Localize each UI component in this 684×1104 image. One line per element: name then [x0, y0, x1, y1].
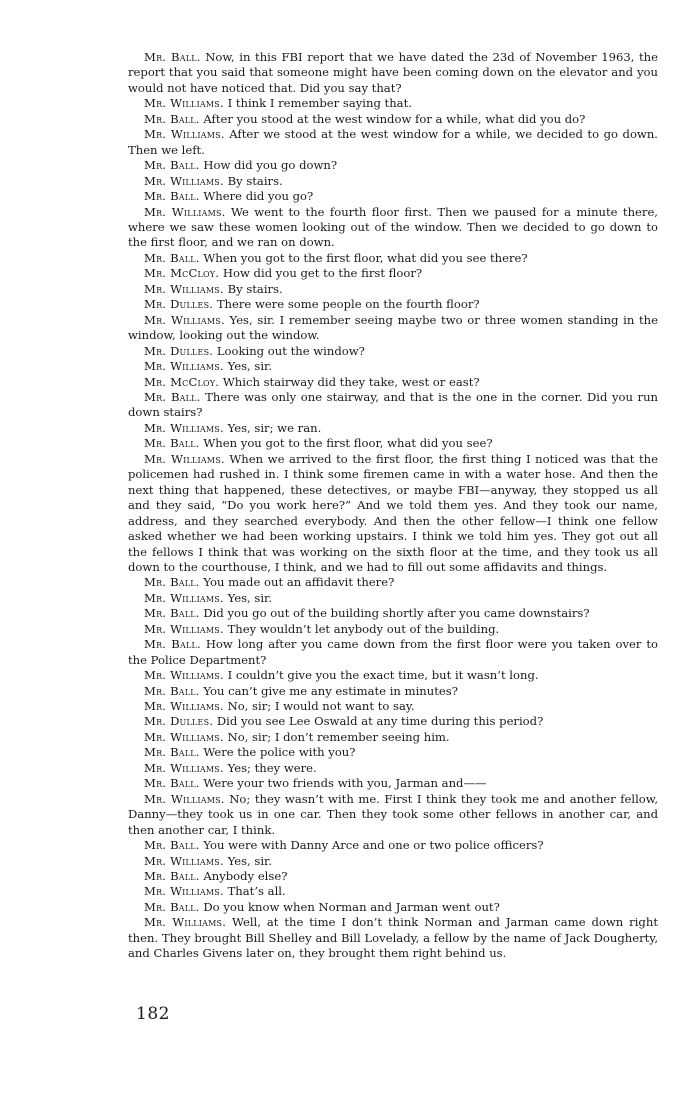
speech-text: After you stood at the west window for a while, what did you do?: [203, 111, 586, 126]
speaker-name: Mr. Ball.: [144, 869, 200, 884]
speech-text: I think I remember saying that.: [227, 96, 412, 111]
testimony-paragraph: [128, 606, 658, 621]
testimony-paragraph: [128, 792, 658, 838]
speaker-name: Mr. Ball.: [144, 158, 200, 173]
speech-text: Were your two friends with you, Jarman and——: [203, 776, 487, 791]
speech-text: Yes, sir. I remember seeing maybe two or three women standing in the window, looking out the window.: [128, 312, 658, 343]
speech-text: I couldn’t give you the exact time, but it wasn’t long.: [227, 668, 539, 683]
testimony-paragraph: [128, 174, 658, 189]
speaker-name: Mr. Williams.: [144, 760, 224, 775]
speaker-name: Mr. Williams.: [144, 791, 225, 806]
testimony-paragraph: [128, 637, 658, 668]
speaker-name: Mr. Ball.: [144, 683, 200, 698]
testimony-paragraph: [128, 158, 658, 173]
speaker-name: Mr. Ball.: [144, 575, 200, 590]
speaker-name: Mr. Ball.: [144, 50, 201, 64]
testimony-paragraph: [128, 205, 658, 251]
speech-text: Yes, sir; we ran.: [227, 420, 322, 435]
speech-text: We went to the fourth floor first. Then we paused for a minute there, where we saw these women looking out of the window. Then we decided to go down to the first floor, and we ran on down.: [128, 204, 658, 250]
testimony-paragraph: [128, 313, 658, 344]
speech-text: Were the police with you?: [203, 745, 356, 760]
testimony-paragraph: [128, 297, 658, 312]
speech-text: When you got to the first floor, what did you see?: [203, 436, 493, 451]
testimony-paragraph: [128, 668, 658, 683]
testimony-paragraph: [128, 96, 658, 111]
speaker-name: Mr. Dulles.: [144, 297, 214, 312]
testimony-paragraph: [128, 436, 658, 451]
testimony-paragraph: [128, 776, 658, 791]
testimony-paragraph: [128, 127, 658, 158]
speech-text: Yes; they were.: [227, 760, 317, 775]
speech-text: How did you get to the first floor?: [222, 266, 423, 281]
speaker-name: Mr. Williams.: [144, 729, 224, 744]
speech-text: That’s all.: [227, 884, 286, 899]
testimony-paragraph: [128, 266, 658, 281]
speech-text: By stairs.: [227, 281, 283, 296]
speech-text: No; they wasn’t with me. First I think they took me and another fellow, Danny—they took us in one car. Then they took some other fellows in another car, and then another car, I think.: [128, 791, 659, 837]
testimony-paragraph: [128, 745, 658, 760]
speech-text: How did you go down?: [203, 158, 338, 173]
testimony-paragraph: [128, 699, 658, 714]
speech-text: There were some people on the fourth floor?: [216, 297, 480, 312]
speech-text: You can’t give me any estimate in minutes?: [203, 683, 458, 698]
speaker-name: Mr. Dulles.: [144, 343, 214, 358]
speaker-name: Mr. Ball.: [144, 436, 200, 451]
testimony-paragraph: [128, 50, 658, 96]
speech-text: There was only one stairway, and that is the one in the corner. Did you run down stairs?: [128, 389, 658, 420]
testimony-paragraph: [128, 761, 658, 776]
speech-text: When you got to the first floor, what did you see there?: [203, 250, 528, 265]
speech-text: Well, at the time I don’t think Norman and Jarman came down right then. They brought Bill Shelley and Bill Lovelady, a fellow by the name of Jack Dougherty, and Charles Givens later on, they brought them right behind us.: [128, 915, 658, 961]
speech-text: How long after you came down from the first floor were you taken over to the Police Department?: [128, 637, 658, 667]
speaker-name: Mr. Williams.: [144, 127, 225, 142]
testimony-paragraph: [128, 900, 658, 915]
speech-text: Which stairway did they take, west or east?: [222, 374, 480, 389]
speech-text: Did you see Lee Oswald at any time during this period?: [216, 714, 544, 729]
speech-text: Yes, sir.: [227, 853, 273, 868]
speaker-name: Mr. Ball.: [144, 899, 200, 914]
testimony-paragraph: [128, 112, 658, 127]
speaker-name: Mr. Ball.: [144, 189, 200, 204]
speech-text: Looking out the window?: [216, 343, 365, 358]
testimony-paragraph: [128, 730, 658, 745]
speech-text: Now, in this FBI report that we have dated the 23d of November 1963, the report that you said that someone might have been coming down on the elevator and you would not have noticed that. Did you say that?: [128, 50, 659, 95]
speech-text: When we arrived to the first floor, the first thing I noticed was that the policemen had rushed in. I think some firemen came in with a water hose. And then the next thing that happened, these detectives, or maybe FBI—anyway, they stopped us all and they said, “Do you work here?” And we told them yes. And they took our name, address, and they searched everybody. And then the other fellow—I think one fellow asked whether we had been working upstairs. I think we told him yes. They got out all the fellows I think that was working on the sixth floor at the time, and they took us all down to the courthouse, I think, and we had to fill out some affidavits and things.: [128, 451, 658, 574]
testimony-paragraph: [128, 251, 658, 266]
testimony-paragraph: [128, 591, 658, 606]
testimony-paragraph: [128, 838, 658, 853]
testimony-paragraph: [128, 359, 658, 374]
speaker-name: Mr. McCloy.: [144, 374, 220, 389]
speech-text: After we stood at the west window for a while, we decided to go down. Then we left.: [128, 127, 658, 157]
speaker-name: Mr. Williams.: [144, 451, 225, 466]
speech-text: Yes, sir.: [227, 359, 273, 374]
speaker-name: Mr. Williams.: [144, 621, 224, 636]
speaker-name: Mr. McCloy.: [144, 266, 220, 281]
speaker-name: Mr. Ball.: [144, 111, 200, 126]
speaker-name: Mr. Williams.: [144, 359, 224, 374]
speech-text: They wouldn’t let anybody out of the building.: [227, 621, 500, 636]
testimony-paragraph: [128, 375, 658, 390]
speaker-name: Mr. Williams.: [144, 96, 224, 111]
speaker-name: Mr. Williams.: [144, 312, 225, 327]
speaker-name: Mr. Ball.: [144, 745, 200, 760]
speech-text: Anybody else?: [203, 869, 288, 884]
speech-text: Do you know when Norman and Jarman went out?: [203, 899, 500, 914]
speech-text: No, sir; I would not want to say.: [227, 699, 415, 714]
speaker-name: Mr. Williams.: [144, 853, 224, 868]
testimony-paragraph: [128, 884, 658, 899]
testimony-paragraph: [128, 714, 658, 729]
testimony-paragraph: [128, 189, 658, 204]
speaker-name: Mr. Ball.: [144, 606, 200, 621]
speech-text: You made out an affidavit there?: [203, 575, 395, 590]
speaker-name: Mr. Ball.: [144, 250, 200, 265]
testimony-paragraph: [128, 854, 658, 869]
speaker-name: Mr. Williams.: [144, 590, 224, 605]
speaker-name: Mr. Williams.: [144, 281, 224, 296]
speech-text: You were with Danny Arce and one or two police officers?: [203, 838, 544, 853]
testimony-paragraph: [128, 344, 658, 359]
speaker-name: Mr. Ball.: [144, 637, 201, 652]
speaker-name: Mr. Williams.: [144, 884, 224, 899]
testimony-paragraph: [128, 452, 658, 576]
testimony-paragraph: [128, 421, 658, 436]
testimony-body: [128, 50, 658, 962]
speech-text: No, sir; I don’t remember seeing him.: [227, 729, 450, 744]
testimony-paragraph: [128, 282, 658, 297]
speech-text: Did you go out of the building shortly after you came downstairs?: [203, 606, 590, 621]
testimony-paragraph: [128, 869, 658, 884]
speaker-name: Mr. Ball.: [144, 776, 200, 791]
speaker-name: Mr. Williams.: [144, 420, 224, 435]
speech-text: By stairs.: [227, 173, 283, 188]
testimony-paragraph: [128, 575, 658, 590]
speaker-name: Mr. Williams.: [144, 204, 226, 219]
testimony-paragraph: [128, 684, 658, 699]
speech-text: Yes, sir.: [227, 590, 273, 605]
speaker-name: Mr. Ball.: [144, 838, 200, 853]
testimony-paragraph: [128, 622, 658, 637]
page-number: 182: [136, 1004, 170, 1024]
testimony-paragraph: [128, 390, 658, 421]
testimony-paragraph: [128, 915, 658, 961]
speaker-name: Mr. Williams.: [144, 699, 224, 714]
speaker-name: Mr. Dulles.: [144, 714, 214, 729]
speaker-name: Mr. Williams.: [144, 668, 224, 683]
speech-text: Where did you go?: [203, 189, 314, 204]
speaker-name: Mr. Williams.: [144, 915, 227, 930]
speaker-name: Mr. Williams.: [144, 173, 224, 188]
speaker-name: Mr. Ball.: [144, 389, 201, 404]
